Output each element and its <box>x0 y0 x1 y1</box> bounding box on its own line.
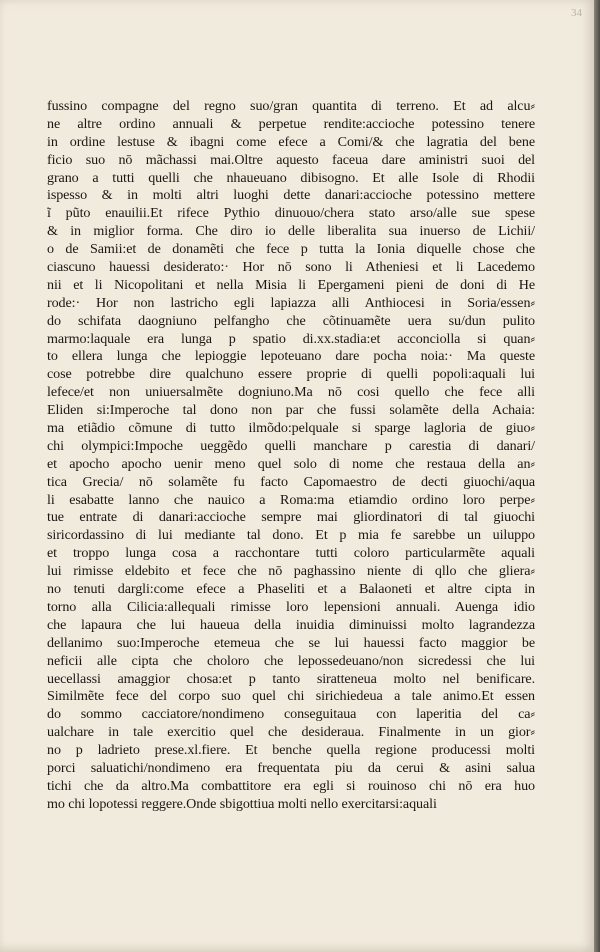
text-line: neficii alle cipta che choloro che lepossedeuano/non sicredessi che lui <box>47 652 535 669</box>
text-line: in ordine lestuse & ibagni come efece a Comi/& che lagratia del bene <box>47 133 535 150</box>
text-line: tica Grecia/ nō solamẽte fu facto Capomaestro de decti giuochi/aqua <box>47 473 535 490</box>
text-line: ma etiãdio cõmune di tutto ilmõdo:pelquale si sparge lagloria de giuo⸗ <box>47 420 535 437</box>
text-line: no tenuti dargli:come efece a Phaseliti et a Balaoneti et altre cipta in <box>47 581 535 598</box>
text-line: torno alla Cilicia:allequali rimisse loro lepensioni annuali. Auenga idio <box>47 598 535 615</box>
text-line: do schifata daogniuno pelfangho che cõtinuamẽte uera su/dun pulito <box>47 312 535 329</box>
text-line: lui rimisse eldebito et fece che nō paghassino niente di qllo che gliera⸗ <box>47 563 535 580</box>
text-line: tichi che da altro.Ma combattitore era egli si rouinoso chi nō era huo <box>47 777 535 794</box>
text-line: li esabatte lanno che nauico a Roma:ma etiamdio ordino loro perpe⸗ <box>47 491 535 508</box>
text-line: o de Samii:et de donamẽti che fece p tutta la Ionia diquelle chose che <box>47 241 535 258</box>
text-line: tue entrate di danari:accioche sempre mai gliordinatori di tal giuochi <box>47 509 535 526</box>
text-line: marmo:laquale era lunga p spatio di.xx.stadia:et acconciolla si quan⸗ <box>47 330 535 347</box>
text-line: ĩ pũto enauilii.Et rifece Pythio dinuouo/chera stato arso/alle sue spese <box>47 205 535 222</box>
text-line: chi olympici:Impoche ueggẽdo quelli manchare p carestia di danari/ <box>47 437 535 454</box>
text-line: rode:· Hor non lastricho egli lapiazza alli Anthiocesi in Soria/essen⸗ <box>47 294 535 311</box>
text-line: et troppo lunga cosa a racchontare tutti coloro particularmẽte aquali <box>47 545 535 562</box>
page-edge <box>594 0 600 952</box>
text-line: ispesso & in molti altri luoghi dette danari:accioche potessino mettere <box>47 187 535 204</box>
text-line: Similmẽte fece del corpo suo quel chi sirichiedeua a tale animo.Et essen <box>47 688 535 705</box>
text-line: ne altre ordino annuali & perpetue rendite:accioche potessino tenere <box>47 115 535 132</box>
text-line: lefece/et non uniuersalmẽte dogniuno.Ma nō cosi quello che fece alli <box>47 384 535 401</box>
text-line: to ellera lunga che lepioggie lepoteuano dare pocha noia:· Ma queste <box>47 348 535 365</box>
text-line: cose potrebbe dire qualchuno essere proprie di quelli popoli:aquali lui <box>47 366 535 383</box>
text-line: fussino compagne del regno suo/gran quantita di terreno. Et ad alcu⸗ <box>47 98 535 114</box>
body-text <box>47 98 535 814</box>
text-line: do sommo cacciatore/nondimeno conseguitaua con laperitia del ca⸗ <box>47 706 535 723</box>
text-line: ualchare in tale exercitio quel che desideraua. Finalmente in un gior⸗ <box>47 724 535 741</box>
text-line: mo chi lopotessi reggere.Onde sbigottiua molti nello exercitarsi:aquali <box>47 795 437 812</box>
text-line: et apocho apocho uenir meno quel solo di nome che restaua della an⸗ <box>47 455 535 472</box>
text-line: & in miglior forma. Che diro io delle liberalita sua inuerso de Lichii/ <box>47 223 535 240</box>
text-line: che lapaura che lui haueua della inuidia diminuissi molto lagrandezza <box>47 616 535 633</box>
text-line: dellanimo suo:Imperoche etemeua che se lui hauessi facto maggior be <box>47 634 535 651</box>
text-line: siricordassino di lui mediante tal dono. Et p mia fe sarebbe un uiluppo <box>47 527 535 544</box>
text-line: ficio suo nō mãchassi mai.Oltre aquesto faceua dare aministri suoi del <box>47 151 535 168</box>
folio-number: 34 <box>571 7 582 19</box>
text-line: grano a tutti quelli che nhaueuano dibisogno. Et alle Isole di Rhodii <box>47 169 535 186</box>
text-line: ciascuno hauessi desiderato:· Hor nō sono li Atheniesi et li Lacedemo <box>47 259 535 276</box>
text-line: uecellassi amaggior chosa:et p tanto siratteneua molto nel benificare. <box>47 670 535 687</box>
text-line: no p ladrieto prese.xl.fiere. Et benche quella regione producessi molti <box>47 742 535 759</box>
text-line: Eliden si:Imperoche tal dono non par che fussi solamẽte della Achaia: <box>47 402 535 419</box>
text-line: nii et li Nicopolitani et nella Misia li Epergameni pieni de doni di He <box>47 276 535 293</box>
text-line: porci saluatichi/nondimeno era frequentata piu da cerui & asini salua <box>47 759 535 776</box>
